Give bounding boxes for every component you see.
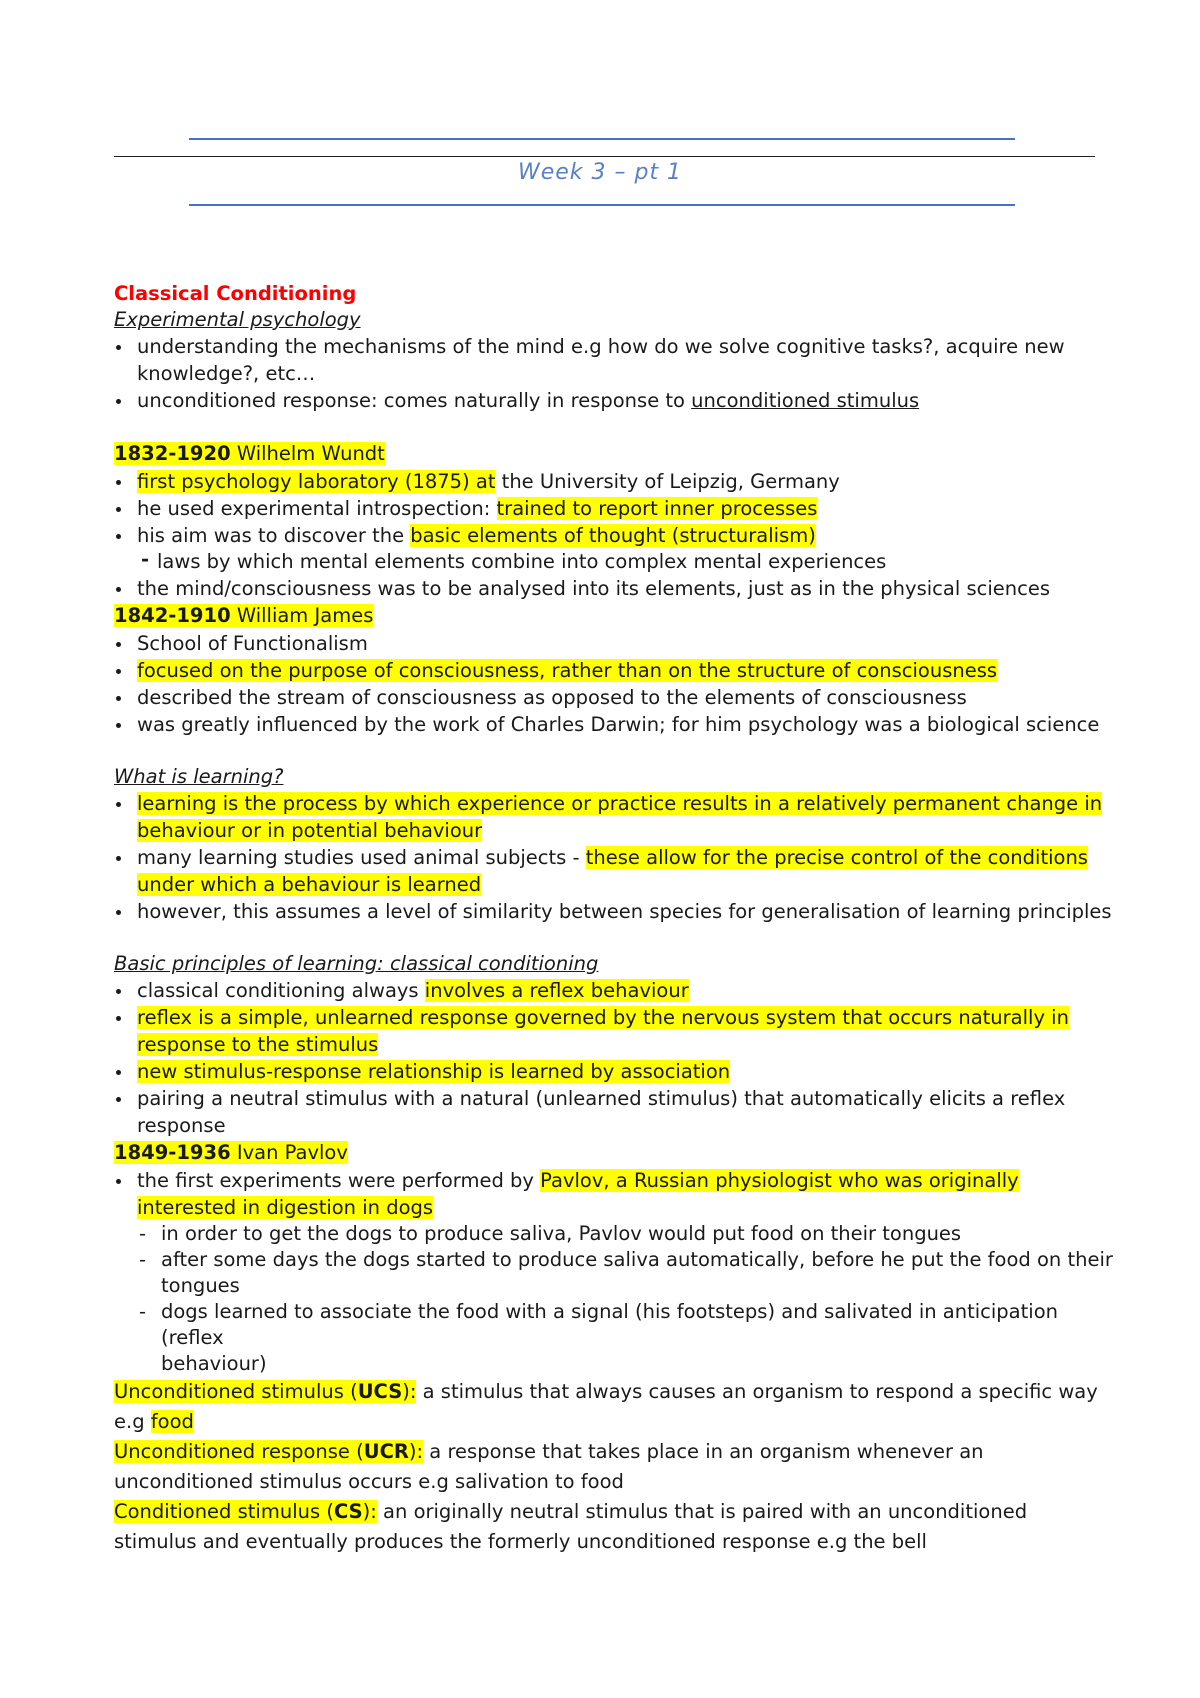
- document-body: [114, 279, 1114, 1557]
- list-item: unconditioned response: comes naturally in response to unconditioned stimulus: [114, 387, 1114, 414]
- header-rule-top: [189, 138, 1015, 140]
- definition-cs: Conditioned stimulus (CS): an originally neutral stimulus that is paired with an unconditioned stimulus and eventually produces the formerly unconditioned response e.g the bell: [114, 1500, 1028, 1553]
- person-heading-pavlov: 1849-1936 Ivan Pavlov: [114, 1141, 348, 1164]
- list-item: described the stream of consciousness as opposed to the elements of consciousness: [114, 684, 1114, 711]
- list-item: School of Functionalism: [114, 630, 1114, 657]
- list-item: first psychology laboratory (1875) at the University of Leipzig, Germany: [114, 468, 1114, 495]
- dash-list-item: - in order to get the dogs to produce saliva, Pavlov would put food on their tongues: [114, 1221, 1114, 1247]
- header-rule-black: [114, 156, 1095, 157]
- person-heading-james: 1842-1910 William James: [114, 604, 374, 627]
- list-item: pairing a neutral stimulus with a natural (unlearned stimulus) that automatically elicits a reflex response: [114, 1085, 1114, 1139]
- dash-list-item: - after some days the dogs started to produce saliva automatically, before he put the food on their tongues: [114, 1247, 1114, 1299]
- pavlov-list: [114, 1167, 1114, 1377]
- list-item: learning is the process by which experience or practice results in a relatively permanent change in behaviour or in potential behaviour: [114, 790, 1114, 844]
- list-item: reflex is a simple, unlearned response governed by the nervous system that occurs naturally in response to the stimulus: [114, 1004, 1114, 1058]
- subheading-basic-principles: Basic principles of learning: classical conditioning: [114, 952, 599, 975]
- list-item: classical conditioning always involves a reflex behaviour: [114, 977, 1114, 1004]
- learning-list: [114, 790, 1114, 925]
- list-item: was greatly influenced by the work of Charles Darwin; for him psychology was a biological science: [114, 711, 1114, 738]
- list-item: focused on the purpose of consciousness, rather than on the structure of consciousness: [114, 657, 1114, 684]
- basic-list: [114, 977, 1114, 1139]
- definition-ucs: Unconditioned stimulus (UCS): a stimulus that always causes an organism to respond a specific way e.g food: [114, 1380, 1098, 1433]
- header-rule-bottom: [189, 204, 1015, 206]
- dash-list-item: - dogs learned to associate the food with a signal (his footsteps) and salivated in anticipation (reflex behaviour): [114, 1299, 1114, 1377]
- list-item: new stimulus-response relationship is learned by association: [114, 1058, 1114, 1085]
- list-item: his aim was to discover the basic elements of thought (structuralism): [114, 522, 1114, 549]
- person-heading-wundt: 1832-1920 Wilhelm Wundt: [114, 442, 385, 465]
- list-item: he used experimental introspection: trained to report inner processes: [114, 495, 1114, 522]
- page-title: Week 3 – pt 1: [517, 160, 683, 185]
- sub-list-item: - laws by which mental elements combine into complex mental experiences: [114, 549, 1114, 575]
- list-item: however, this assumes a level of similarity between species for generalisation of learning principles: [114, 898, 1114, 925]
- section-title: Classical Conditioning: [114, 282, 357, 305]
- james-list: [114, 630, 1114, 738]
- subheading-learning: What is learning?: [114, 765, 284, 788]
- wundt-list: [114, 468, 1114, 602]
- list-item: understanding the mechanisms of the mind e.g how do we solve cognitive tasks?, acquire new knowledge?, etc…: [114, 333, 1114, 387]
- list-item: the mind/consciousness was to be analysed into its elements, just as in the physical sciences: [114, 575, 1114, 602]
- list-item: the first experiments were performed by Pavlov, a Russian physiologist who was originally interested in digestion in dogs: [114, 1167, 1114, 1221]
- subheading-experimental: Experimental psychology: [114, 308, 361, 331]
- underlined-term: unconditioned stimulus: [691, 389, 920, 412]
- list-item: many learning studies used animal subjects - these allow for the precise control of the conditions under which a behaviour is learned: [114, 844, 1114, 898]
- definition-ucr: Unconditioned response (UCR): a response that takes place in an organism whenever an unconditioned stimulus occurs e.g salivation to food: [114, 1440, 984, 1493]
- experimental-list: [114, 333, 1114, 414]
